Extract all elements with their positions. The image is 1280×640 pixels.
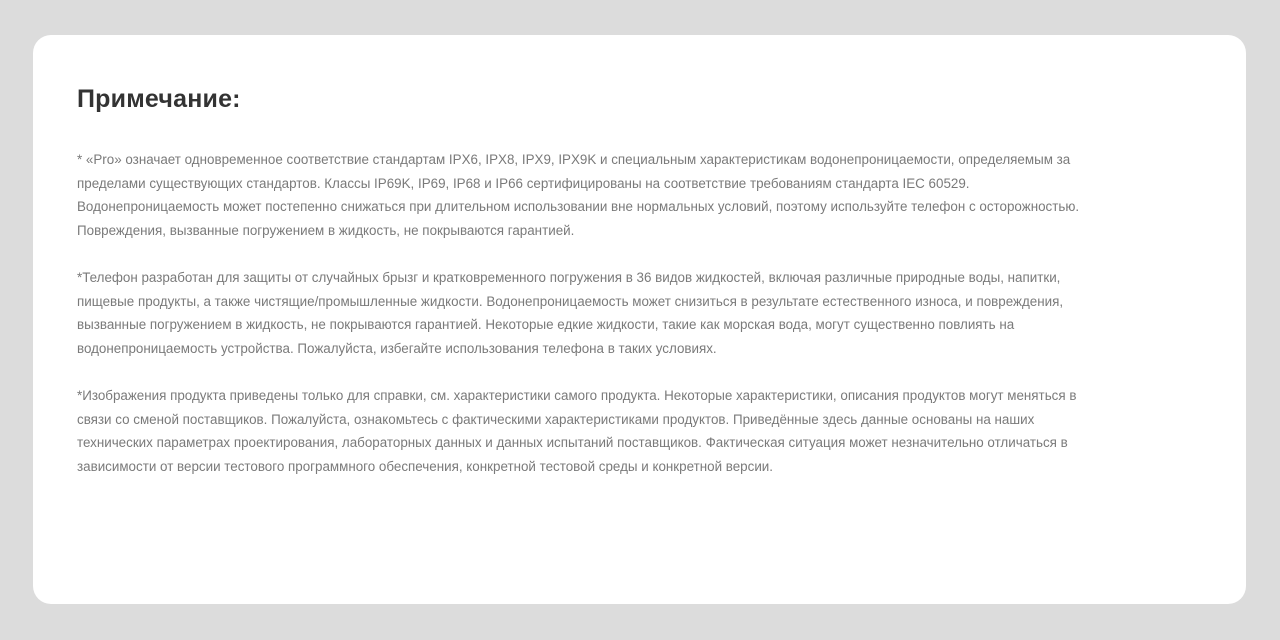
text-line: технических параметрах проектирования, лабораторных данных и данных испытаний поставщиков. Фактическая ситуация может незначительно отличаться в xyxy=(77,435,1068,451)
text-line: пределами существующих стандартов. Классы IP69K, IP69, IP68 и IP66 сертифицированы на соответствие требованиям стандарта IEC 60529. xyxy=(77,175,970,191)
text-line: * «Pro» означает одновременное соответствие стандартам IPX6, IPX8, IPX9, IPX9K и специальным характеристикам водонепроницаемости, определяемым за xyxy=(77,152,1071,167)
text-line: зависимости от версии тестового программного обеспечения, конкретной тестовой среды и конкретной версии. xyxy=(77,458,774,474)
note-paragraph-liquids xyxy=(77,266,1217,360)
text-line: Водонепроницаемость может постепенно снижаться при длительном использовании вне нормальных условий, поэтому используйте телефон с осторожностью. xyxy=(77,199,1080,215)
text-line: *Изображения продукта приведены только для справки, см. характеристики самого продукта. Некоторые характеристики, описания продуктов могут меняться в xyxy=(77,388,1077,403)
text-line: вызванные погружением в жидкость, не покрываются гарантией. Некоторые едкие жидкости, такие как морская вода, могут существенно повлиять на xyxy=(77,317,1015,333)
note-card xyxy=(33,35,1246,604)
text-line: связи со сменой поставщиков. Пожалуйста, ознакомьтесь с фактическими характеристиками продуктов. Приведённые здесь данные основаны на наших xyxy=(77,411,1035,427)
note-title: Примечание: xyxy=(77,85,241,113)
text-line: *Телефон разработан для защиты от случайных брызг и кратковременного погружения в 36 видов жидкостей, включая различные природные воды, напитки, xyxy=(77,270,1061,285)
note-paragraph-waterproof-pro xyxy=(77,148,1217,242)
text-line: пищевые продукты, а также чистящие/промышленные жидкости. Водонепроницаемость может снизиться в результате естественного износа, и повреждения, xyxy=(77,293,1064,309)
text-line: Повреждения, вызванные погружением в жидкость, не покрываются гарантией. xyxy=(77,222,575,238)
text-line: водонепроницаемость устройства. Пожалуйста, избегайте использования телефона в таких условиях. xyxy=(77,340,717,356)
note-paragraph-images xyxy=(77,384,1217,478)
